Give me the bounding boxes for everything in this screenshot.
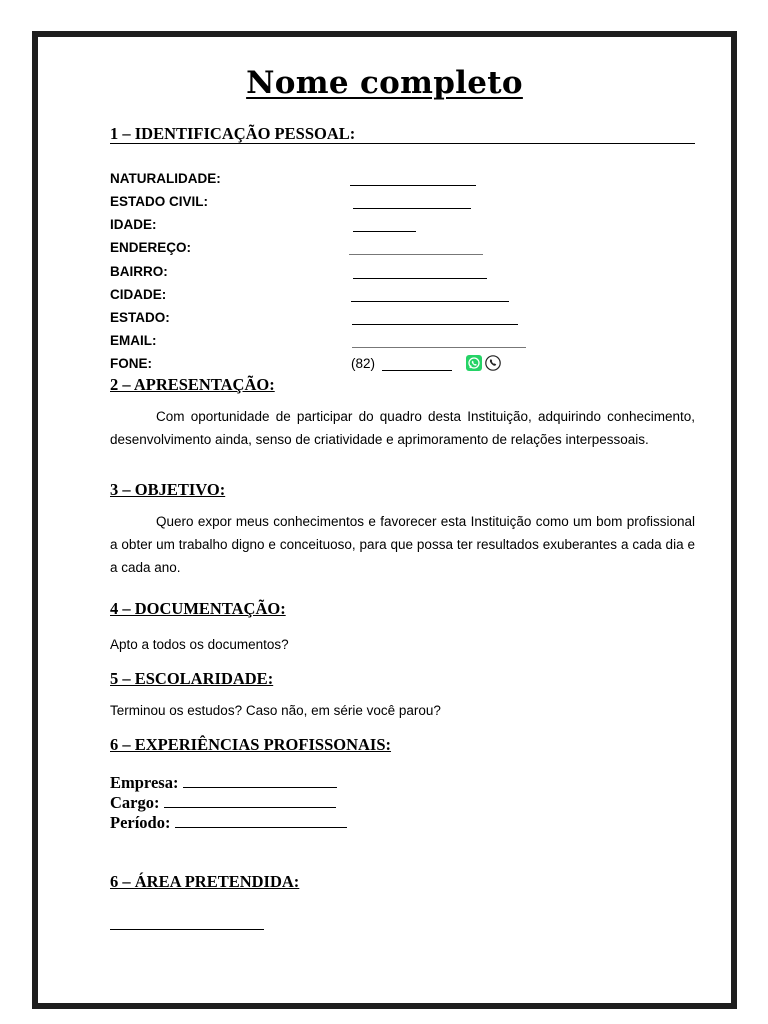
field-estado (110, 310, 590, 330)
blank-line[interactable] (175, 826, 347, 828)
section-heading-presentation: 2 – APRESENTAÇÃO: (110, 375, 275, 394)
field-label: ENDEREÇO: (110, 240, 192, 255)
experience-label: Empresa: (110, 773, 179, 792)
education-text: Terminou os estudos? Caso não, em série você parou? (110, 703, 441, 718)
experience-field-empresa (110, 773, 337, 793)
resume-page (32, 31, 737, 1009)
field-email (110, 333, 590, 353)
blank-line[interactable] (353, 208, 471, 209)
field-endereco (110, 240, 590, 260)
section-heading-objective: 3 – OBJETIVO: (110, 480, 226, 499)
blank-line[interactable] (352, 347, 526, 348)
field-label: CIDADE: (110, 287, 167, 302)
blank-line[interactable] (353, 231, 416, 232)
phone-icon (485, 355, 501, 371)
blank-line[interactable] (353, 278, 487, 279)
blank-line[interactable] (183, 786, 337, 788)
experience-label: Cargo: (110, 793, 160, 812)
field-label: ESTADO: (110, 310, 170, 325)
field-label: IDADE: (110, 217, 157, 232)
blank-line[interactable] (164, 806, 336, 808)
phone-area-code: (82) (351, 356, 376, 371)
presentation-text: Com oportunidade de participar do quadro desta Instituição, adquirindo conhecimento, desenvolvimento ainda, senso de criatividade e aprimoramento de relações interpessoais. (110, 409, 695, 447)
section-heading-identification: 1 – IDENTIFICAÇÃO PESSOAL: (110, 125, 695, 144)
section-heading-education: 5 – ESCOLARIDADE: (110, 669, 274, 688)
experience-field-periodo (110, 813, 347, 833)
page-title: Nome completo (246, 65, 523, 101)
blank-line[interactable] (382, 370, 452, 371)
field-label: BAIRRO: (110, 264, 168, 279)
blank-line[interactable] (352, 324, 518, 325)
blank-line[interactable] (351, 301, 509, 302)
field-fone (110, 356, 590, 376)
section-heading-experience: 6 – EXPERIÊNCIAS PROFISSONAIS: (110, 735, 392, 754)
experience-field-cargo (110, 793, 336, 813)
field-cidade (110, 287, 590, 307)
blank-line[interactable] (350, 185, 476, 186)
whatsapp-icon (466, 355, 482, 371)
field-naturalidade (110, 171, 590, 191)
field-label: NATURALIDADE: (110, 171, 221, 186)
field-label: ESTADO CIVIL: (110, 194, 209, 209)
objective-text: Quero expor meus conhecimentos e favorecer esta Instituição como um bom profissional a obter um trabalho digno e conceituoso, para que possa ter resultados exuberantes a cada dia e a cada ano. (110, 514, 695, 575)
field-bairro (110, 264, 590, 284)
desired-area-blank-line[interactable] (110, 929, 264, 930)
field-estado-civil (110, 194, 590, 214)
blank-line[interactable] (349, 254, 483, 255)
field-label: FONE: (110, 356, 152, 371)
section-heading-documentation: 4 – DOCUMENTAÇÃO: (110, 599, 286, 618)
documentation-text: Apto a todos os documentos? (110, 637, 289, 652)
experience-label: Período: (110, 813, 171, 832)
field-label: EMAIL: (110, 333, 157, 348)
section-heading-desired-area: 6 – ÁREA PRETENDIDA: (110, 872, 300, 891)
field-idade (110, 217, 590, 237)
